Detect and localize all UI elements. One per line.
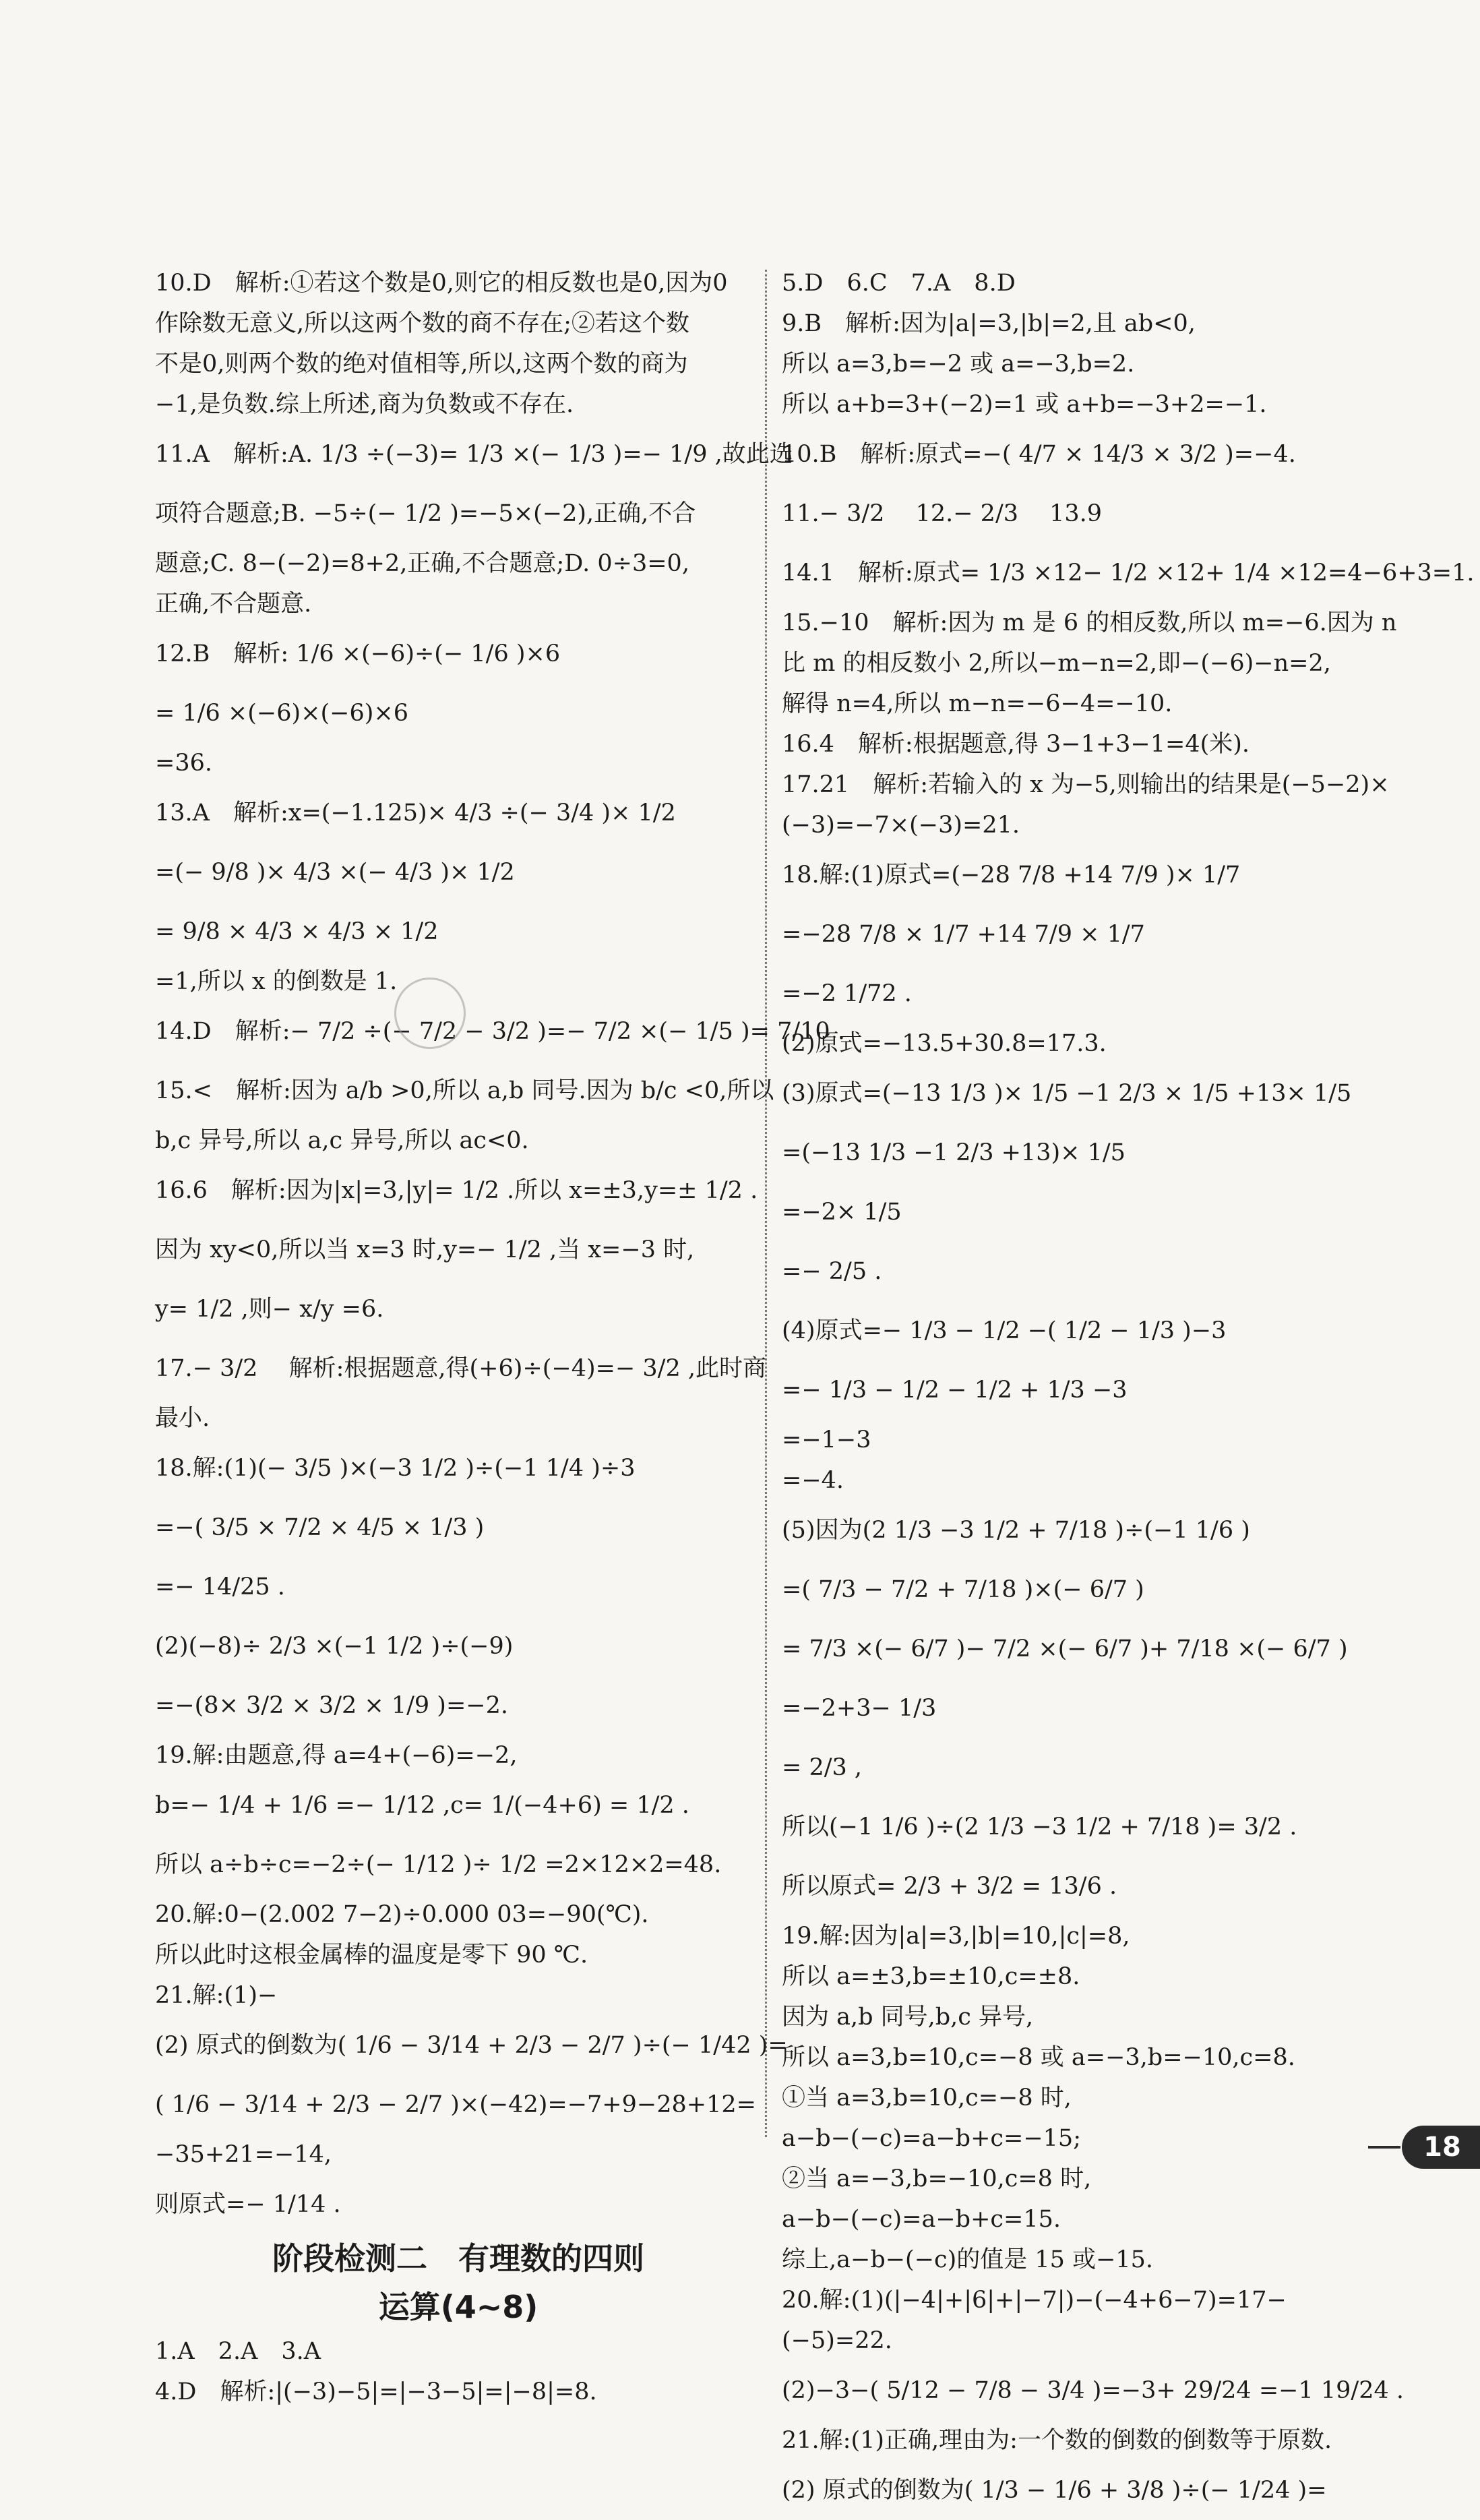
- page-number: 18: [1402, 2126, 1480, 2169]
- answer-line: 所以 a=±3,b=±10,c=±8.: [782, 1963, 1080, 1990]
- answer-line: 因为 a,b 同号,b,c 异号,: [782, 2004, 1034, 2031]
- answer-line: (−5)=22.: [782, 2327, 892, 2354]
- answer-line: 10.B 解析:原式=−( 4/7 × 14/3 × 3/2 )=−4.: [782, 441, 1296, 468]
- answer-line: 17.21 解析:若输入的 x 为−5,则输出的结果是(−5−2)×: [782, 771, 1390, 798]
- watermark-stamp: [394, 978, 466, 1049]
- answer-line: (−3)=−7×(−3)=21.: [782, 812, 1020, 839]
- answer-line: 13.A 解析:x=(−1.125)× 4/3 ÷(− 3/4 )× 1/2: [155, 800, 676, 827]
- answer-line: = 9/8 × 4/3 × 4/3 × 1/2: [155, 918, 439, 945]
- answer-line: 20.解:(1)(|−4|+|6|+|−7|)−(−4+6−7)=17−: [782, 2287, 1287, 2314]
- answer-line: 10.D 解析:①若这个数是0,则它的相反数也是0,因为0: [155, 270, 728, 297]
- answer-line: 所以此时这根金属棒的温度是零下 90 ℃.: [155, 1942, 588, 1969]
- right-answer-lines: [782, 263, 1475, 2520]
- answer-line: =(−13 1/3 −1 2/3 +13)× 1/5: [782, 1139, 1126, 1166]
- answer-line: −35+21=−14,: [155, 2141, 332, 2168]
- answer-line: 16.6 解析:因为|x|=3,|y|= 1/2 .所以 x=±3,y=± 1/2 .: [155, 1177, 758, 1204]
- answer-line: y= 1/2 ,则− x/y =6.: [155, 1296, 384, 1323]
- answer-line: 项符合题意;B. −5÷(− 1/2 )=−5×(−2),正确,不合: [155, 500, 696, 527]
- answer-line: (2) 原式的倒数为( 1/3 − 1/6 + 3/8 )÷(− 1/24 )=: [782, 2477, 1327, 2504]
- column-divider: [765, 270, 767, 2137]
- answer-line: 所以 a=3,b=−2 或 a=−3,b=2.: [782, 351, 1135, 378]
- answer-line: 18.解:(1)原式=(−28 7/8 +14 7/9 )× 1/7: [782, 862, 1241, 889]
- answer-line: 不是0,则两个数的绝对值相等,所以,这两个数的商为: [155, 351, 688, 378]
- answer-line: 19.解:因为|a|=3,|b|=10,|c|=8,: [782, 1923, 1130, 1950]
- answer-line: 所以 a=3,b=10,c=−8 或 a=−3,b=−10,c=8.: [782, 2044, 1295, 2071]
- answer-line: 11.− 3/2 12.− 2/3 13.9: [782, 500, 1103, 527]
- answer-line: 1.A 2.A 3.A: [155, 2338, 321, 2365]
- answer-line: 所以原式= 2/3 + 3/2 = 13/6 .: [782, 1873, 1117, 1900]
- answer-line: 最小.: [155, 1405, 210, 1432]
- answer-line: =− 2/5 .: [782, 1258, 882, 1285]
- answer-line: =−2 1/72 .: [782, 980, 912, 1007]
- answer-line: 11.A 解析:A. 1/3 ÷(−3)= 1/3 ×(− 1/3 )=− 1/9 ,故此选: [155, 441, 793, 468]
- answer-line: 12.B 解析: 1/6 ×(−6)÷(− 1/6 )×6: [155, 640, 561, 667]
- answer-line: −1,是负数.综上所述,商为负数或不存在.: [155, 391, 574, 418]
- answer-line: 比 m 的相反数小 2,所以−m−n=2,即−(−6)−n=2,: [782, 650, 1331, 677]
- answer-line: 所以 a+b=3+(−2)=1 或 a+b=−3+2=−1.: [782, 391, 1267, 418]
- answer-line: =36.: [155, 750, 212, 777]
- answer-line: 解得 n=4,所以 m−n=−6−4=−10.: [782, 690, 1173, 717]
- section-title: 阶段检测二 有理数的四则: [272, 2240, 644, 2277]
- answer-line: 21.解:(1)正确,理由为:一个数的倒数的倒数等于原数.: [782, 2427, 1332, 2454]
- section-subtitle: 运算(4~8): [378, 2289, 538, 2325]
- answer-line: =−( 3/5 × 7/2 × 4/5 × 1/3 ): [155, 1514, 485, 1541]
- answer-line: 作除数无意义,所以这两个数的商不存在;②若这个数: [155, 310, 689, 337]
- answer-line: 18.解:(1)(− 3/5 )×(−3 1/2 )÷(−1 1/4 )÷3: [155, 1455, 636, 1482]
- answer-line: 15.< 解析:因为 a/b >0,所以 a,b 同号.因为 b/c <0,所以: [155, 1077, 774, 1104]
- answer-line: a−b−(−c)=a−b+c=15.: [782, 2206, 1061, 2233]
- answer-line: 14.D 解析:− 7/2 ÷(− 7/2 − 3/2 )=− 7/2 ×(− 1/5 )= 7/10 .: [155, 1018, 845, 1045]
- answer-line: ( 1/6 − 3/14 + 2/3 − 2/7 )×(−42)=−7+9−28+12=: [155, 2091, 756, 2118]
- answer-line: b=− 1/4 + 1/6 =− 1/12 ,c= 1/(−4+6) = 1/2 .: [155, 1792, 689, 1819]
- answer-line: 15.−10 解析:因为 m 是 6 的相反数,所以 m=−6.因为 n: [782, 609, 1397, 636]
- answer-line: (2)原式=−13.5+30.8=17.3.: [782, 1030, 1107, 1057]
- answer-line: 20.解:0−(2.002 7−2)÷0.000 03=−90(℃).: [155, 1901, 649, 1928]
- answer-line: 9.B 解析:因为|a|=3,|b|=2,且 ab<0,: [782, 310, 1196, 337]
- answer-line: (3)原式=(−13 1/3 )× 1/5 −1 2/3 × 1/5 +13× 1/5: [782, 1080, 1352, 1107]
- left-answer-lines: [155, 263, 845, 2234]
- left-after-lines: [155, 2331, 762, 2412]
- answer-line: (5)因为(2 1/3 −3 1/2 + 7/18 )÷(−1 1/6 ): [782, 1517, 1250, 1544]
- answer-line: 19.解:由题意,得 a=4+(−6)=−2,: [155, 1742, 518, 1769]
- answer-line: (2)−3−( 5/12 − 7/8 − 3/4 )=−3+ 29/24 =−1 19/24 .: [782, 2377, 1404, 2404]
- answer-line: (4)原式=− 1/3 − 1/2 −( 1/2 − 1/3 )−3: [782, 1317, 1227, 1344]
- answer-line: = 2/3 ,: [782, 1754, 863, 1781]
- answer-line: 17.− 3/2 解析:根据题意,得(+6)÷(−4)=− 3/2 ,此时商: [155, 1355, 766, 1382]
- answer-line: 14.1 解析:原式= 1/3 ×12− 1/2 ×12+ 1/4 ×12=4−6+3=1.: [782, 560, 1475, 587]
- answer-line: =−2+3− 1/3: [782, 1695, 937, 1722]
- answer-line: 因为 xy<0,所以当 x=3 时,y=− 1/2 ,当 x=−3 时,: [155, 1236, 695, 1263]
- answer-line: =− 14/25 .: [155, 1573, 285, 1600]
- answer-line: 所以(−1 1/6 )÷(2 1/3 −3 1/2 + 7/18 )= 3/2 .: [782, 1813, 1297, 1840]
- answer-line: (2) 原式的倒数为( 1/6 − 3/14 + 2/3 − 2/7 )÷(− 1/42 )=: [155, 2032, 788, 2059]
- answer-line: =1,所以 x 的倒数是 1.: [155, 968, 398, 995]
- answer-line: 则原式=− 1/14 .: [155, 2191, 341, 2218]
- page-number-dash: [1368, 2146, 1400, 2149]
- answer-line: (2)(−8)÷ 2/3 ×(−1 1/2 )÷(−9): [155, 1633, 514, 1660]
- answer-line: = 1/6 ×(−6)×(−6)×6: [155, 700, 408, 727]
- answer-line: =−1−3: [782, 1427, 871, 1453]
- answer-line: =( 7/3 − 7/2 + 7/18 )×(− 6/7 ): [782, 1576, 1144, 1603]
- answer-line: =−4.: [782, 1467, 844, 1494]
- answer-line: 5.D 6.C 7.A 8.D: [782, 270, 1016, 297]
- answer-line: a−b−(−c)=a−b+c=−15;: [782, 2125, 1081, 2152]
- answer-line: 16.4 解析:根据题意,得 3−1+3−1=4(米).: [782, 731, 1250, 758]
- answer-line: 4.D 解析:|(−3)−5|=|−3−5|=|−8|=8.: [155, 2378, 597, 2405]
- answer-line: =(− 9/8 )× 4/3 ×(− 4/3 )× 1/2: [155, 859, 515, 886]
- answer-line: 题意;C. 8−(−2)=8+2,正确,不合题意;D. 0÷3=0,: [155, 550, 689, 577]
- answer-line: 所以 a÷b÷c=−2÷(− 1/12 )÷ 1/2 =2×12×2=48.: [155, 1851, 722, 1878]
- answer-line: 正确,不合题意.: [155, 591, 312, 618]
- answer-line: ②当 a=−3,b=−10,c=8 时,: [782, 2165, 1092, 2192]
- right-column: [782, 263, 1475, 2520]
- answer-line: 综上,a−b−(−c)的值是 15 或−15.: [782, 2246, 1154, 2273]
- answer-line: = 7/3 ×(− 6/7 )− 7/2 ×(− 6/7 )+ 7/18 ×(− 6/7 ): [782, 1636, 1348, 1662]
- answer-line: =− 1/3 − 1/2 − 1/2 + 1/3 −3: [782, 1377, 1128, 1404]
- answer-line: b,c 异号,所以 a,c 异号,所以 ac<0.: [155, 1127, 529, 1154]
- answer-line: ①当 a=3,b=10,c=−8 时,: [782, 2084, 1072, 2111]
- answer-line: =−2× 1/5: [782, 1199, 902, 1226]
- answer-line: =−28 7/8 × 1/7 +14 7/9 × 1/7: [782, 921, 1145, 948]
- answer-line: 21.解:(1)−: [155, 1982, 278, 2009]
- answer-line: =−(8× 3/2 × 3/2 × 1/9 )=−2.: [155, 1692, 508, 1719]
